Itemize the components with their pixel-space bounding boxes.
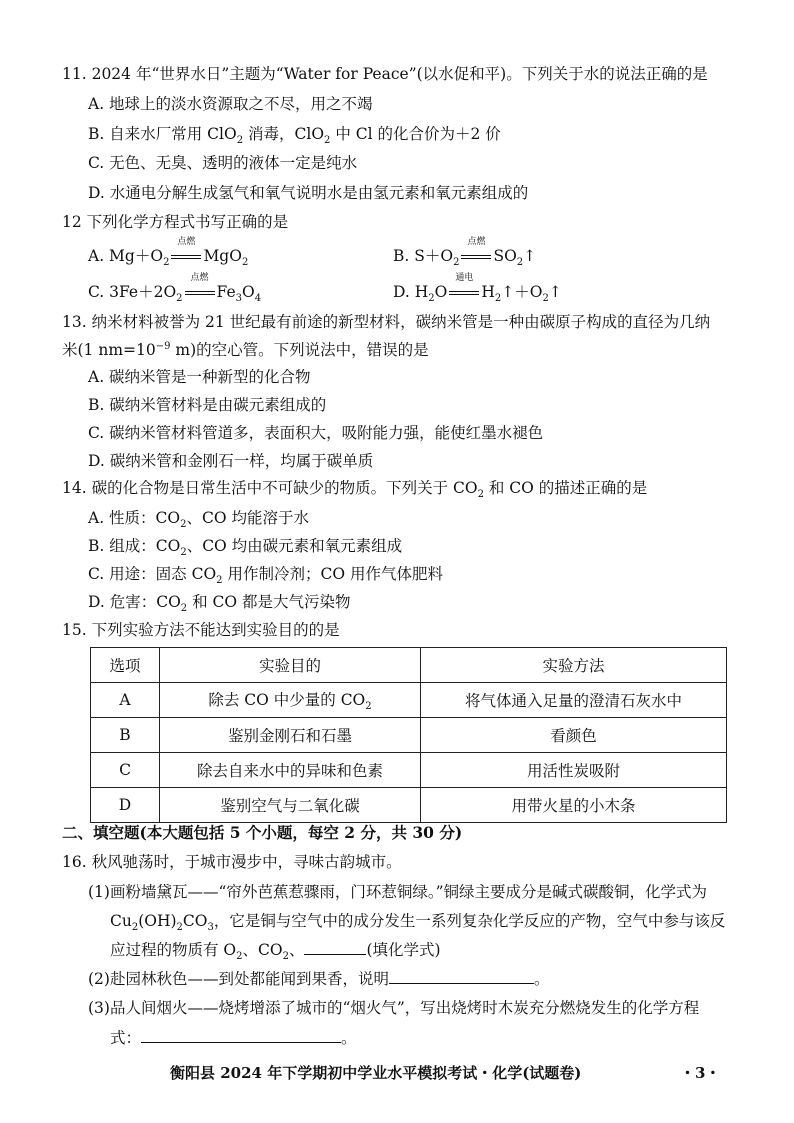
q11-option-d: D. 水通电分解生成氢气和氧气说明水是由氢元素和氧元素组成的: [88, 184, 529, 202]
q14-option-a: A. 性质：$CO_2$、CO 均能溶于水: [88, 509, 309, 531]
header-option: 选项: [91, 648, 160, 683]
section-title: 二、填空题(本大题包括 5 个小题，每空 2 分，共 30 分): [62, 823, 463, 842]
header-goal: 实验目的: [160, 648, 421, 683]
q11-stem: 11. 2024 年“世界水日”主题为“Water for Peace”(以水促和平)。下列关于水的说法正确的是: [62, 65, 708, 83]
q12-option-d: D. $H_2O$ 通电 $H_2↑+O_2↑$: [393, 273, 562, 305]
q16-part3-line2: 式： 。: [110, 1029, 357, 1047]
q12-option-c: C. $3Fe+2O_2$ 点燃 $Fe_3O_4$: [88, 273, 262, 305]
table-row: [91, 718, 727, 753]
q16-part1-line3: 应过程的物质有 $O_2$、$CO_2$、 (填化学式): [110, 941, 441, 963]
q14-stem: 14. 碳的化合物是日常生活中不可缺少的物质。下列关于 $CO_2$ 和 CO 的描述正确的是: [62, 479, 648, 501]
q13-option-b: B. 碳纳米管材料是由碳元素组成的: [88, 396, 327, 414]
q14-option-b: B. 组成：$CO_2$、CO 均由碳元素和氧元素组成: [88, 537, 403, 559]
q12-option-a: A. $Mg+O_2$ 点燃 MgO$_2$: [88, 237, 249, 269]
row-option: D: [91, 788, 160, 823]
answer-blank-3[interactable]: [141, 1028, 341, 1043]
q12-stem: 12 下列化学方程式书写正确的是: [62, 213, 289, 231]
row-method: 用活性炭吸附: [421, 753, 727, 788]
q16-part3-line1: (3)品人间烟火——烧烤增添了城市的“烟火气”，写出烧烤时木炭充分燃烧发生的化学方程: [88, 999, 700, 1017]
q13-option-c: C. 碳纳米管材料管道多，表面积大，吸附能力强，能使红墨水褪色: [88, 424, 544, 442]
table-row: [91, 683, 727, 718]
table-header-row: [91, 648, 727, 683]
q15-stem: 15. 下列实验方法不能达到实验目的的是: [62, 621, 340, 639]
row-method: 看颜色: [421, 718, 727, 753]
row-option: C: [91, 753, 160, 788]
row-goal: 鉴别空气与二氧化碳: [160, 788, 421, 823]
table-row: [91, 788, 727, 823]
q14-option-c: C. 用途：固态 $CO_2$ 用作制冷剂；CO 用作气体肥料: [88, 565, 443, 587]
q15-table: [90, 647, 727, 823]
row-option: B: [91, 718, 160, 753]
page-number: ・3・: [680, 1064, 721, 1082]
q13-option-d: D. 碳纳米管和金刚石一样，均属于碳单质: [88, 452, 374, 470]
q13-stem-line1: 13. 纳米材料被誉为 21 世纪最有前途的新型材料，碳纳米管是一种由碳原子构成的直径为几纳: [62, 313, 711, 331]
answer-blank-1[interactable]: [304, 940, 366, 955]
header-method: 实验方法: [421, 648, 727, 683]
q11-option-b: B. 自来水厂常用 ClO$_2$ 消毒，ClO$_2$ 中 Cl 的化合价为＋2 价: [88, 125, 501, 147]
table-row: [91, 753, 727, 788]
page-footer: 衡阳县 2024 年下学期初中学业水平模拟考试・化学(试题卷): [170, 1064, 582, 1082]
q16-part2: (2)赴园林秋色——到处都能闻到果香，说明 。: [88, 970, 550, 988]
q16-part1-line1: (1)画粉墙黛瓦——“帘外芭蕉惹骤雨，门环惹铜绿。”铜绿主要成分是碱式碳酸铜，化学式为: [88, 883, 708, 901]
row-goal: 除去 CO 中少量的 $CO_2$: [160, 683, 421, 718]
row-goal: 除去自来水中的异味和色素: [160, 753, 421, 788]
q11-option-c: C. 无色、无臭、透明的液体一定是纯水: [88, 154, 358, 172]
q11-option-a: A. 地球上的淡水资源取之不尽，用之不竭: [88, 95, 373, 113]
q13-stem-line2: 米(1 $nm=10^{-9}$ m)的空心管。下列说法中，错误的是: [62, 341, 429, 360]
q16-stem: 16. 秋风驰荡时，于城市漫步中，寻味古韵城市。: [62, 853, 402, 871]
row-method: 将气体通入足量的澄清石灰水中: [421, 683, 727, 718]
q14-option-d: D. 危害：$CO_2$ 和 CO 都是大气污染物: [88, 593, 351, 615]
q16-part1-line2: $Cu_2(OH)_2CO_3$，它是铜与空气中的成分发生一系列复杂化学反应的产物，空气中参与该反: [110, 912, 726, 934]
q12-option-b: B. $S+O_2$ 点燃 $SO_2↑$: [393, 237, 537, 269]
answer-blank-2[interactable]: [389, 969, 534, 984]
row-goal: 鉴别金刚石和石墨: [160, 718, 421, 753]
row-method: 用带火星的小木条: [421, 788, 727, 823]
q13-option-a: A. 碳纳米管是一种新型的化合物: [88, 368, 311, 386]
row-option: A: [91, 683, 160, 718]
